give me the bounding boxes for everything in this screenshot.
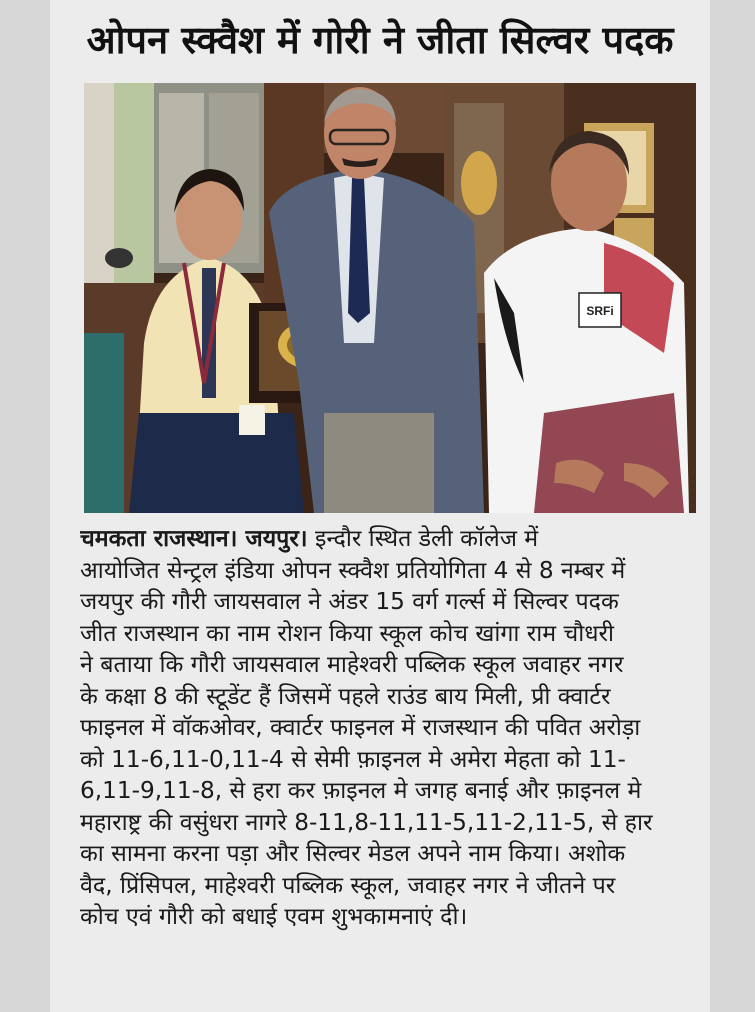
article-line: जयपुर की गौरी जायसवाल ने अंडर 15 वर्ग गर्ल्स में सिल्वर पदक bbox=[80, 588, 619, 615]
article-dateline: चमकता राजस्थान। जयपुर। bbox=[80, 525, 308, 552]
article-line: फाइनल में वॉकओवर, क्वार्टर फाइनल में राजस्थान की पवित अरोड़ा bbox=[80, 714, 641, 741]
article-line: इन्दौर स्थित डेली कॉलेज में bbox=[307, 525, 539, 552]
article-line: का सामना करना पड़ा और सिल्वर मेडल अपने नाम किया। अशोक bbox=[80, 840, 626, 867]
article-line: आयोजित सेन्ट्रल इंडिया ओपन स्क्वैश प्रतियोगिता 4 से 8 नम्बर में bbox=[80, 556, 626, 584]
news-photo bbox=[84, 83, 696, 513]
headline: ओपन स्क्वैश में गोरी ने जीता सिल्वर पदक bbox=[86, 18, 674, 62]
newspaper-clipping bbox=[50, 0, 710, 1012]
article-line: जीत राजस्थान का नाम रोशन किया स्कूल कोच खांगा राम चौधरी bbox=[80, 619, 614, 647]
article-line: महाराष्ट्र की वसुंधरा नागरे 8-11,8-11,11-5,11-2,11-5, से हार bbox=[80, 808, 653, 836]
article-line: 6,11-9,11-8, से हरा कर फ़ाइनल मे जगह बनाई और फ़ाइनल मे bbox=[80, 777, 642, 804]
article-line: को 11-6,11-0,11-4 से सेमी फ़ाइनल मे अमेरा मेहता को 11- bbox=[80, 745, 626, 773]
article-line: ने बताया कि गौरी जायसवाल माहेश्वरी पब्लिक स्कूल जवाहर नगर bbox=[80, 651, 624, 678]
jersey-logo-text: SRFi bbox=[586, 304, 614, 318]
article-body bbox=[80, 523, 700, 933]
article-line: कोच एवं गौरी को बधाई एवम शुभकामनाएं दी। bbox=[80, 903, 468, 930]
article-line: वैद, प्रिंसिपल, माहेश्वरी पब्लिक स्कूल, जवाहर नगर ने जीतने पर bbox=[80, 871, 616, 899]
article-line: के कक्षा 8 की स्टूडेंट हैं जिसमें पहले राउंड बाय मिली, प्री क्वार्टर bbox=[80, 682, 611, 710]
